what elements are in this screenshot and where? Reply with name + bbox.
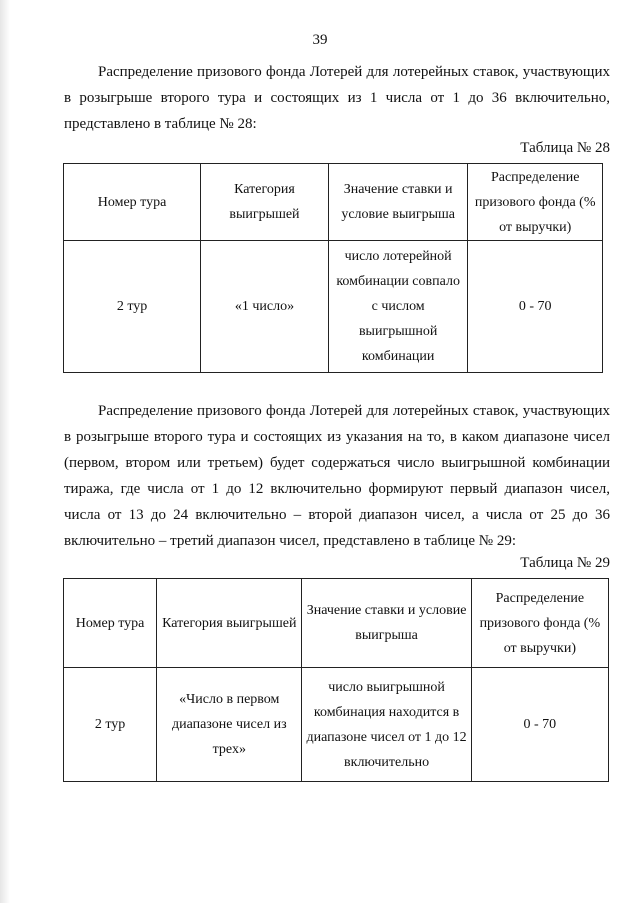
table-cell: 2 тур: [64, 241, 201, 373]
header-cell: Распределение призового фонда (% от выручки): [471, 579, 608, 668]
header-cell: Категория выигрышей: [157, 579, 302, 668]
table-28-caption: Таблица № 28: [520, 140, 610, 156]
table-28: [63, 163, 603, 373]
table-row: [64, 668, 609, 782]
header-cell: Номер тура: [64, 579, 157, 668]
header-cell: Номер тура: [64, 164, 201, 241]
table-cell: «Число в первом диапазоне чисел из трех»: [157, 668, 302, 782]
table-cell: число лотерейной комбинации совпало с числом выигрышной комбинации: [328, 241, 468, 373]
table-29: [63, 578, 609, 782]
table-29-caption: Таблица № 29: [520, 555, 610, 571]
scan-edge-shadow: [0, 0, 10, 903]
table-header-row: [64, 579, 609, 668]
table-cell: «1 число»: [201, 241, 329, 373]
page-number: 39: [312, 32, 328, 48]
header-cell: Категория выигрышей: [201, 164, 329, 241]
table-cell: 0 - 70: [471, 668, 608, 782]
header-cell: Значение ставки и условие выигрыша: [328, 164, 468, 241]
table-cell: 0 - 70: [468, 241, 603, 373]
table-cell: 2 тур: [64, 668, 157, 782]
paragraph-2: Распределение призового фонда Лотерей для лотерейных ставок, участвующих в розыгрыше второго тура и состоящих из указания на то, в каком диапазоне чисел (первом, втором или третьем) будет содержаться число выигрышной комбинации тиража, где числа от 1 до 12 включительно формируют первый диапазон чисел, числа от 13 до 24 включительно – второй диапазон чисел, а числа от 25 до 36 включительно – третий диапазон чисел, представлено в таблице № 29:: [64, 403, 610, 549]
header-cell: Значение ставки и условие выигрыша: [302, 579, 471, 668]
table-cell: число выигрышной комбинация находится в диапазоне чисел от 1 до 12 включительно: [302, 668, 471, 782]
header-cell: Распределение призового фонда (% от выручки): [468, 164, 603, 241]
table-row: [64, 241, 603, 373]
paragraph-1: Распределение призового фонда Лотерей для лотерейных ставок, участвующих в розыгрыше второго тура и состоящих из 1 числа от 1 до 36 включительно, представлено в таблице № 28:: [64, 64, 610, 132]
table-header-row: [64, 164, 603, 241]
